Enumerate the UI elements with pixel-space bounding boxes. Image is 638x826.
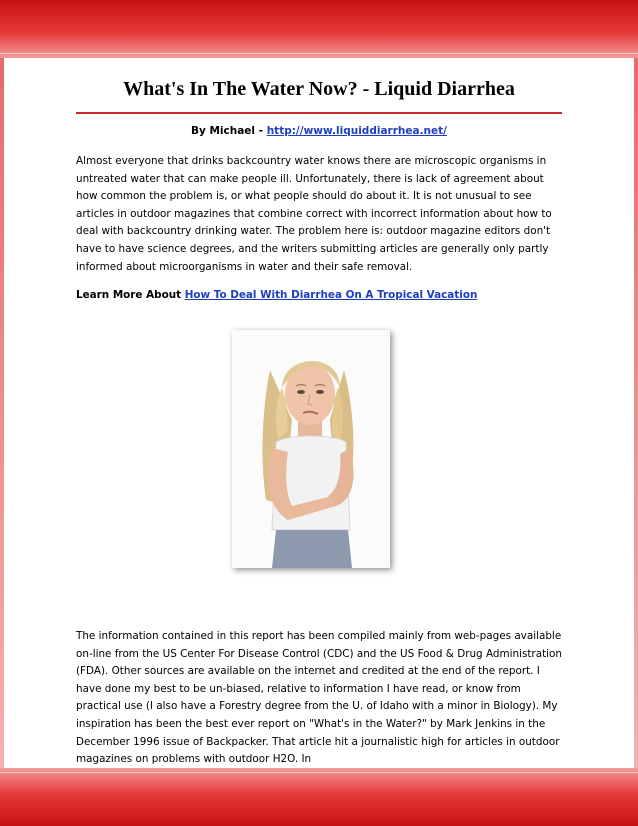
title-divider xyxy=(76,112,562,114)
bottom-decorative-band xyxy=(0,768,638,826)
byline xyxy=(0,125,638,137)
byline-author: By Michael - xyxy=(190,125,267,137)
top-decorative-band xyxy=(0,0,638,58)
learn-more-link[interactable]: How To Deal With Diarrhea On A Tropical Vacation xyxy=(184,289,478,301)
page-title: What's In The Water Now? - Liquid Diarrhea xyxy=(123,78,515,100)
woman-holding-stomach-image xyxy=(232,330,390,568)
intro-paragraph: Almost everyone that drinks backcountry water knows there are microscopic organisms in untreated water that can make people ill. Unfortunately, there is lack of agreement about how common the problem is, or what people should do about it. It is not unusual to see articles in outdoor magazines that combine correct with incorrect information about how to deal with backcountry drinking water. The problem here is: outdoor magazine editors don't have to have science degrees, and the writers submitting articles are generally only partly informed about microorganisms in water and their safe removal. xyxy=(76,155,552,273)
left-page-edge xyxy=(0,58,4,768)
learn-more-label: Learn More About xyxy=(76,289,185,301)
right-page-edge xyxy=(634,58,638,768)
byline-url-link[interactable]: http://www.liquiddiarrhea.net/ xyxy=(266,125,448,137)
learn-more-line xyxy=(76,289,562,301)
report-paragraph: The information contained in this report has been compiled mainly from web-pages available on-line from the US Center For Disease Control (CDC) and the US Food & Drug Administration (FDA). Other sources are available on the internet and credited at the end of the report. I have done my best to be un-biased, relative to information I have read, or know from practical use (I also have a Forestry degree from the U. of Idaho with a minor in Biology). My inspiration has been the best ever report on "What's in the Water?" by Mark Jenkins in the December 1996 issue of Backpacker. That article hit a journalistic high for articles in outdoor magazines on problems with outdoor H2O. In xyxy=(76,630,562,766)
article-photo xyxy=(232,330,390,568)
